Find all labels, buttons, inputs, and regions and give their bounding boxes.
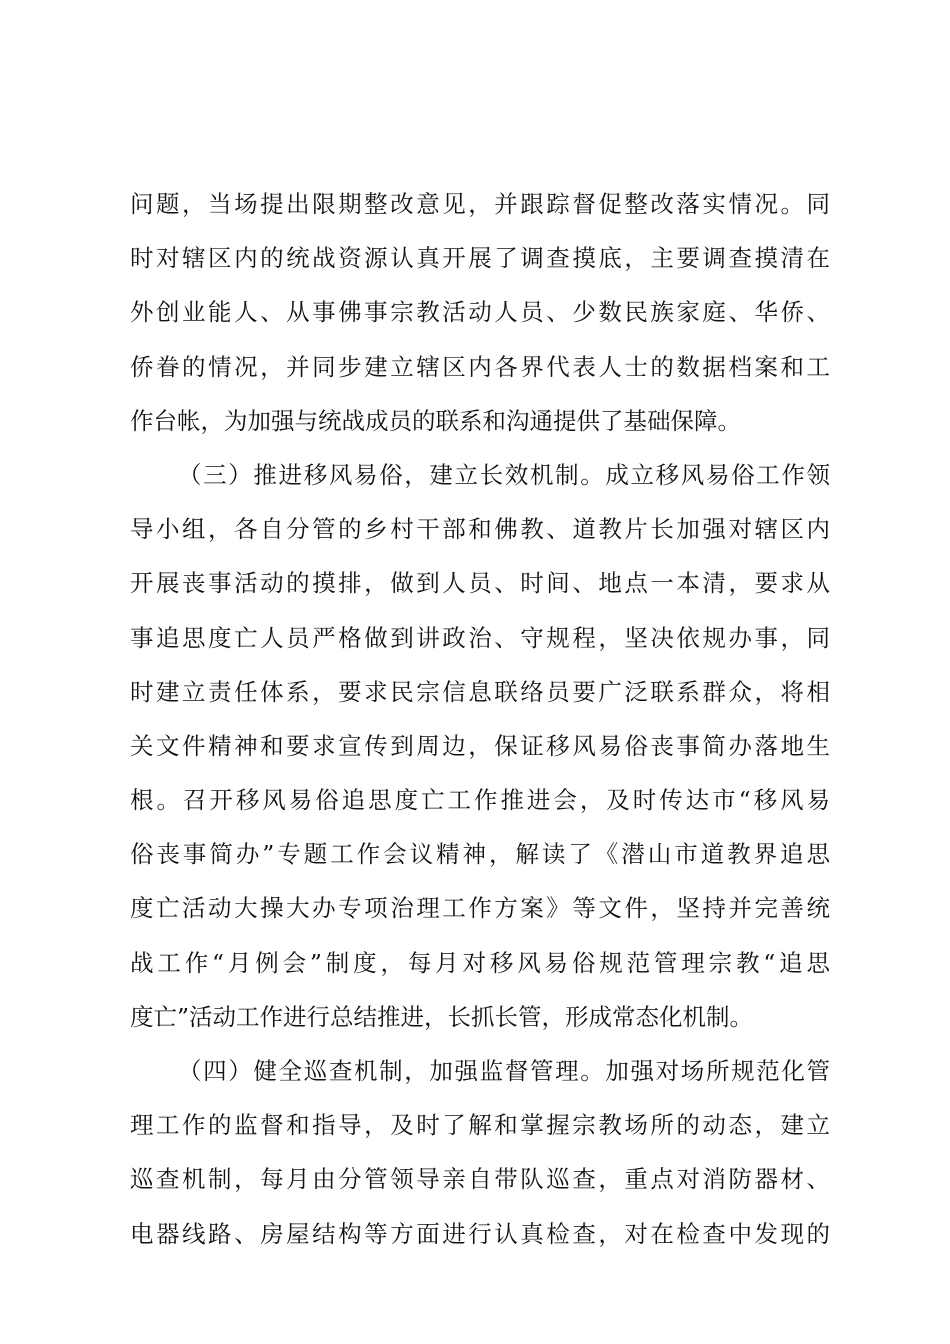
text-line: 理工作的监督和指导，及时了解和掌握宗教场所的动态，建立 (130, 1111, 830, 1140)
text-line: 侨眷的情况，并同步建立辖区内各界代表人士的数据档案和工 (130, 352, 830, 381)
text-line: 巡查机制，每月由分管领导亲自带队巡查，重点对消防器材、 (130, 1165, 830, 1194)
text-line: 外创业能人、从事佛事宗教活动人员、少数民族家庭、华侨、 (130, 298, 830, 327)
text-line: 关文件精神和要求宣传到周边，保证移风易俗丧事简办落地生 (130, 731, 830, 760)
paragraph-continued (130, 177, 830, 448)
text-line: 度亡”活动工作进行总结推进，长抓长管，形成常态化机制。 (130, 1002, 754, 1031)
text-line: 电器线路、房屋结构等方面进行认真检查，对在检查中发现的 (130, 1219, 830, 1248)
document-body (130, 177, 830, 1261)
text-line: 时建立责任体系，要求民宗信息联络员要广泛联系群众，将相 (130, 677, 830, 706)
text-line: 问题，当场提出限期整改意见，并跟踪督促整改落实情况。同 (130, 190, 830, 218)
text-line: 开展丧事活动的摸排，做到人员、时间、地点一本清，要求从 (130, 569, 830, 598)
text-line: 导小组，各自分管的乡村干部和佛教、道教片长加强对辖区内 (130, 515, 830, 544)
text-line: 时对辖区内的统战资源认真开展了调查摸底，主要调查摸清在 (130, 244, 830, 273)
text-line: 俗丧事简办”专题工作会议精神，解读了《潜山市道教界追思 (130, 840, 830, 869)
text-line: 作台帐，为加强与统战成员的联系和沟通提供了基础保障。 (130, 406, 741, 435)
text-line: 根。召开移风易俗追思度亡工作推进会，及时传达市“移风易 (130, 786, 830, 815)
paragraph-section-4 (130, 1044, 830, 1261)
section-heading-line: （三）推进移风易俗，建立长效机制。成立移风易俗工作领 (178, 460, 830, 489)
paragraph-section-3 (130, 448, 830, 1044)
text-line: 事追思度亡人员严格做到讲政治、守规程，坚决依规办事，同 (130, 623, 830, 652)
text-line: 度亡活动大操大办专项治理工作方案》等文件，坚持并完善统 (130, 894, 830, 923)
section-heading-line: （四）健全巡查机制，加强监督管理。加强对场所规范化管 (178, 1057, 830, 1085)
text-line: 战工作“月例会”制度，每月对移风易俗规范管理宗教“追思 (130, 948, 830, 977)
